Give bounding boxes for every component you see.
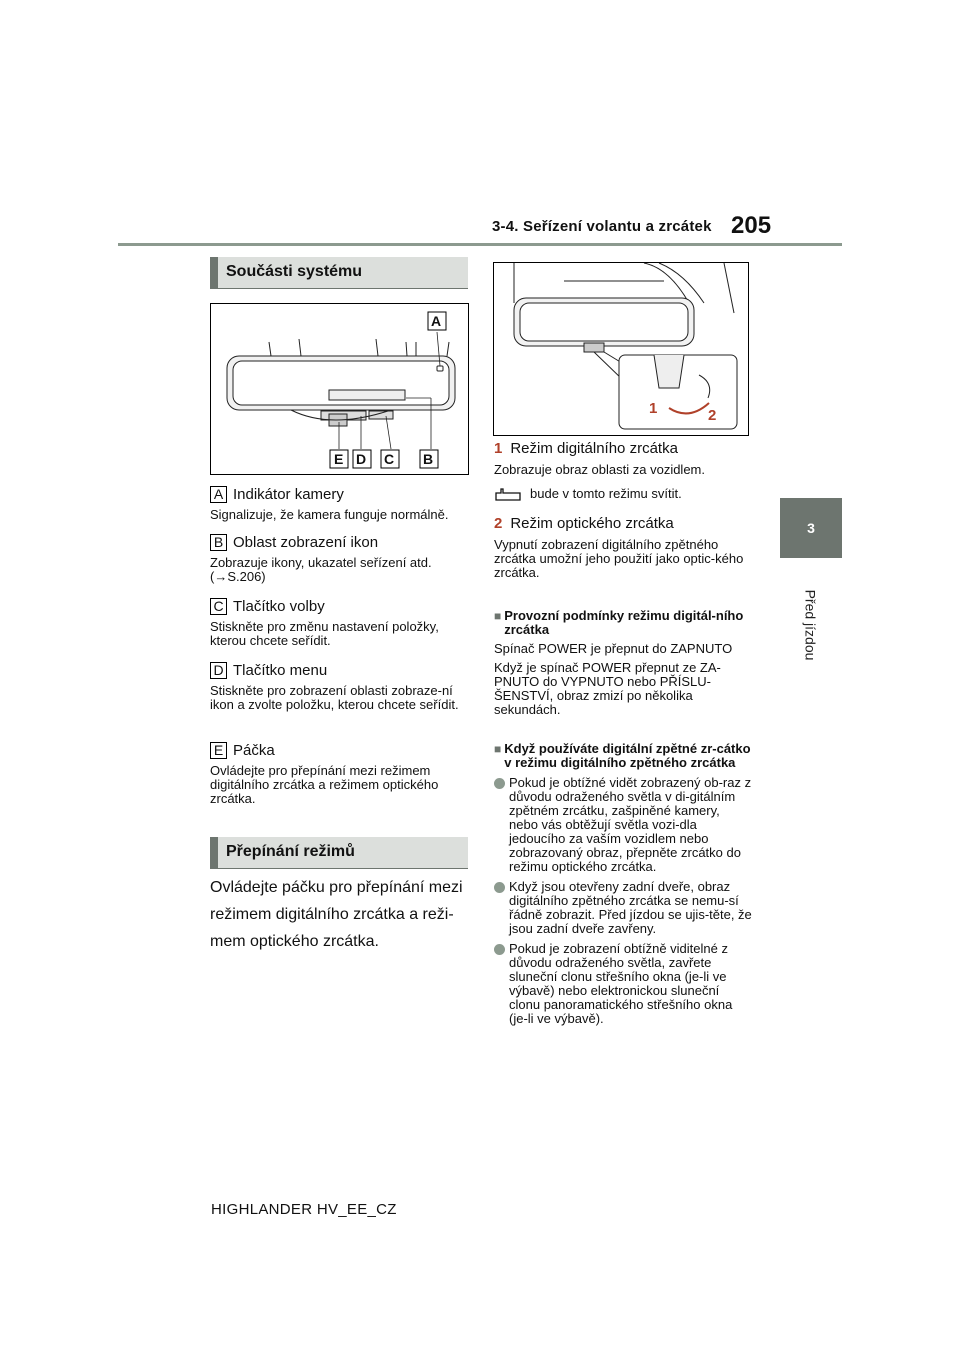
mode-title: Režim optického zrcátka (510, 515, 674, 532)
section-heading-components: Součásti systému (210, 257, 468, 289)
component-item-b (210, 534, 468, 584)
mirror-illustration (211, 304, 468, 474)
mode-2 (494, 515, 752, 580)
letter-e-badge: E (210, 742, 227, 759)
callout-e-label: E (334, 451, 344, 467)
note-operating-conditions: ■ Provozní podmínky režimu digitál-ního zrcátka Spínač POWER je přepnut do ZAPNUTO Když je spínač POWER přepnut ze ZA-PNUTO do VYPNUTO nebo PŘÍSLU-ŠENSTVÍ, obraz zmizí po několika sekundách. (494, 609, 752, 717)
item-title: Tlačítko menu (233, 662, 328, 679)
chapter-tab: 3 (780, 498, 842, 558)
item-title: Indikátor kamery (233, 486, 344, 503)
item-title: Oblast zobrazení ikon (233, 534, 379, 551)
item-desc: Stiskněte pro změnu nastavení položky, kterou chcete seřídit. (210, 619, 439, 648)
lever-label-2: 2 (708, 407, 717, 424)
section-heading-switching: Přepínání režimů (210, 837, 468, 869)
page-number: 205 (731, 212, 772, 239)
indicator-note: bude v tomto režimu svítit. (530, 486, 682, 501)
item-desc: Signalizuje, že kamera funguje normálně. (210, 507, 449, 522)
note-bullet: Pokud je zobrazení obtížně viditelné z důvodu odraženého světla, zavřete sluneční clonu střešního okna (je-li ve výbavě) nebo elektronickou sluneční clonu panoramatického střešního okna (je-li ve výbavě). (509, 941, 733, 1026)
note-bullet: Pokud je obtížné vidět zobrazený ob-raz z důvodu odraženého světla v di-gitálním zpětném zrcátku, zašpiněné kamery, nebo vás obtěžují světla vozi-dla jedoucího za vaším vozidlem nebo zobrazovaný obraz, přepněte zrcátko do režimu optického zrcátka. (509, 775, 752, 874)
mode-desc: Vypnutí zobrazení digitálního zpětného zrcátka umožní jeho použití jako optic-kého zrcátka. (494, 537, 744, 580)
mode-number: 1 (494, 440, 503, 457)
callout-b-label: B (423, 451, 434, 467)
mode-1 (494, 440, 752, 501)
callout-a-label: A (431, 313, 442, 329)
item-title: Páčka (233, 742, 275, 759)
mode-title: Režim digitálního zrcátka (510, 440, 678, 457)
note-usage: ■ Když používáte digitální zpětné zr-cátko v režimu digitálního zpětného zrcátka Pokud je obtížné vidět zobrazený ob-raz z důvodu odraženého světla v di-gitálním zpětném zrcátku, zašpiněné kamery, nebo vás obtěžují světla vozi-dla jedoucího za vaším vozidlem nebo zobrazovaný obraz, přepněte zrcátko do režimu optického zrcátka. Když jsou otevřeny zadní dveře, obraz digitálního zpětného zrcátka se nemu-sí řádně zobrazit. Před jízdou se ujis-těte, že jsou zadní dveře zavřeny. Pokud je zobrazení obtížně viditelné z důvodu odraženého světla, zavřete sluneční clonu střešního okna (je-li ve výbavě) nebo elektronickou sluneční clonu panoramatického střešního okna (je-li ve výbavě). (494, 741, 752, 1026)
letter-c-badge: C (210, 598, 227, 615)
lever-figure (493, 262, 749, 436)
callout-d-label: D (356, 451, 367, 467)
header-rule (118, 243, 842, 246)
lever-label-1: 1 (649, 400, 658, 417)
footer-model: HIGHLANDER HV_EE_CZ (211, 1201, 397, 1218)
component-item-d (210, 662, 468, 712)
chapter-label: Před jízdou (802, 589, 819, 661)
component-item-c (210, 598, 468, 648)
mode-desc: Zobrazuje obraz oblasti za vozidlem. (494, 462, 705, 477)
item-desc: Zobrazuje ikony, ukazatel seřízení atd. (→S.206) (210, 555, 432, 584)
mirror-figure (210, 303, 469, 475)
note-title: Když používáte digitální zpětné zr-cátko v režimu digitálního zpětného zrcátka (504, 741, 751, 770)
item-title: Tlačítko volby (233, 598, 325, 615)
note-bullet: Když jsou otevřeny zadní dveře, obraz digitálního zpětného zrcátka se nemu-sí řádně zobrazit. Před jízdou se ujis-těte, že jsou zadní dveře zavřeny. (509, 879, 752, 936)
item-desc: Ovládejte pro přepínání mezi režimem digitálního zrcátka a režimem optického zrcátka. (210, 763, 439, 806)
note-title: Provozní podmínky režimu digitál-ního zrcátka (504, 608, 744, 637)
mode-number: 2 (494, 515, 503, 532)
component-item-e (210, 742, 468, 806)
switching-body: Ovládejte páčku pro přepínání mezi režimem digitálního zrcátka a reži-mem optického zrcátka. (210, 879, 463, 950)
camera-indicator-icon (494, 487, 522, 501)
lever-illustration (494, 263, 748, 435)
item-desc: Stiskněte pro zobrazení oblasti zobraze-ní ikon a zvolte položku, kterou chcete seřídit. (210, 683, 459, 712)
header-title: 3-4. Seřízení volantu a zrcátek (492, 218, 712, 235)
letter-a-badge: A (210, 486, 227, 503)
callout-c-label: C (384, 451, 395, 467)
component-item-a (210, 486, 468, 522)
note-line: Spínač POWER je přepnut do ZAPNUTO (494, 641, 733, 656)
letter-d-badge: D (210, 662, 227, 679)
note-line: Když je spínač POWER přepnut ze ZA-PNUTO do VYPNUTO nebo PŘÍSLU-ŠENSTVÍ, obraz zmizí po několika sekundách. (494, 660, 721, 717)
bullet-dot (494, 778, 505, 789)
letter-b-badge: B (210, 534, 227, 551)
bullet-dot (494, 944, 505, 955)
bullet-dot (494, 882, 505, 893)
